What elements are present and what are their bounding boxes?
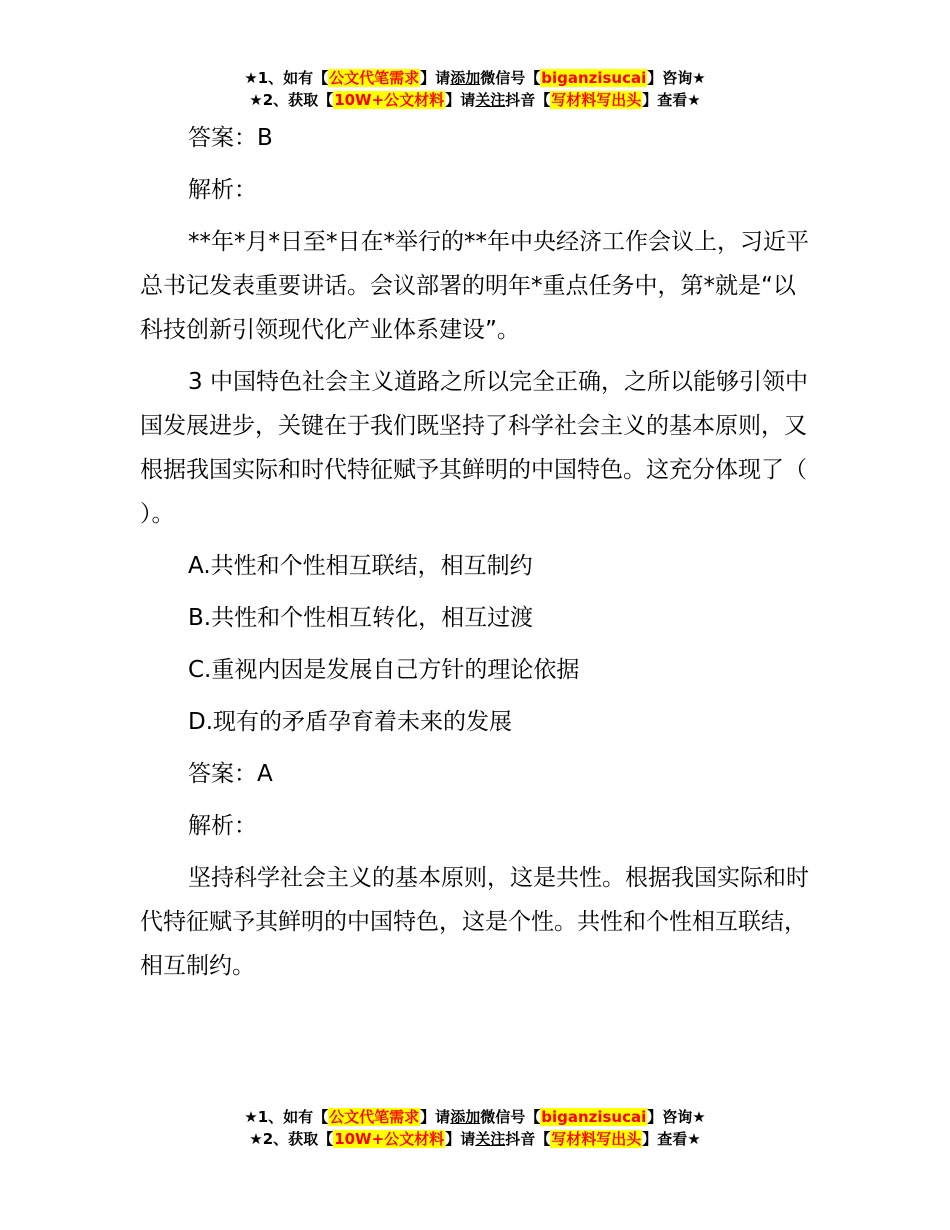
banner-text: 抖音【 (505, 1130, 551, 1148)
banner-underline-text: 关注 (475, 91, 506, 109)
answer-1: 答案：B (188, 125, 273, 151)
highlight-douyin-account: 写材料写出头 (551, 1130, 642, 1148)
banner-text: 抖音【 (505, 91, 551, 109)
banner-text: 】咨询★ (647, 69, 706, 87)
analysis-text-3: 坚持科学社会主义的基本原则，这是共性。根据我国实际和时代特征赋予其鲜明的中国特色，这是个性。共性和个性相互联结，相互制约。 (140, 865, 809, 979)
banner-underline-text: 添加 (450, 69, 481, 87)
highlight-materials: 10W+公文材料 (334, 91, 445, 109)
highlight-wechat-id: biganzisucai (541, 69, 647, 87)
banner-text: 】查看★ (642, 91, 701, 109)
header-banner (0, 67, 950, 111)
banner-text: 微信号【 (480, 69, 541, 87)
document-body (140, 116, 812, 996)
banner-text: 】咨询★ (647, 1108, 706, 1126)
banner-text: 】请 (445, 1130, 476, 1148)
banner-text: 】请 (420, 69, 451, 87)
banner-text: ★2、获取【 (249, 91, 334, 109)
banner-text: 】查看★ (642, 1130, 701, 1148)
banner-text: 】请 (445, 91, 476, 109)
option-b: B.共性和个性相互转化，相互过渡 (188, 605, 534, 631)
banner-line-2 (0, 89, 950, 111)
highlight-ghostwriting: 公文代笔需求 (329, 69, 420, 87)
banner-line-1 (0, 67, 950, 89)
option-a: A.共性和个性相互联结，相互制约 (188, 553, 533, 579)
highlight-wechat-id: biganzisucai (541, 1108, 647, 1126)
banner-text: 】请 (420, 1108, 451, 1126)
footer-banner (0, 1106, 950, 1150)
answer-3: 答案：A (188, 761, 273, 787)
option-c: C.重视内因是发展自己方针的理论依据 (188, 657, 580, 683)
highlight-douyin-account: 写材料写出头 (551, 91, 642, 109)
analysis-text-1: **年*月*日至*日在*举行的**年中央经济工作会议上，习近平总书记发表重要讲话。会议部署的明年*重点任务中，第*就是“以科技创新引领现代化产业体系建设”。 (140, 229, 809, 343)
banner-text: ★1、如有【 (244, 69, 329, 87)
highlight-ghostwriting: 公文代笔需求 (329, 1108, 420, 1126)
banner-text: 微信号【 (480, 1108, 541, 1126)
analysis-label-3: 解析： (188, 813, 257, 839)
option-d: D.现有的矛盾孕育着未来的发展 (188, 709, 513, 735)
banner-line-2 (0, 1128, 950, 1150)
banner-text: ★1、如有【 (244, 1108, 329, 1126)
highlight-materials: 10W+公文材料 (334, 1130, 445, 1148)
analysis-label-1: 解析： (188, 177, 257, 203)
banner-underline-text: 关注 (475, 1130, 506, 1148)
banner-text: ★2、获取【 (249, 1130, 334, 1148)
question-3: 3 中国特色社会主义道路之所以完全正确，之所以能够引领中国发展进步，关键在于我们既坚持了科学社会主义的基本原则，又根据我国实际和时代特征赋予其鲜明的中国特色。这充分体现了（ ）。 (140, 369, 808, 527)
banner-underline-text: 添加 (450, 1108, 481, 1126)
banner-line-1 (0, 1106, 950, 1128)
